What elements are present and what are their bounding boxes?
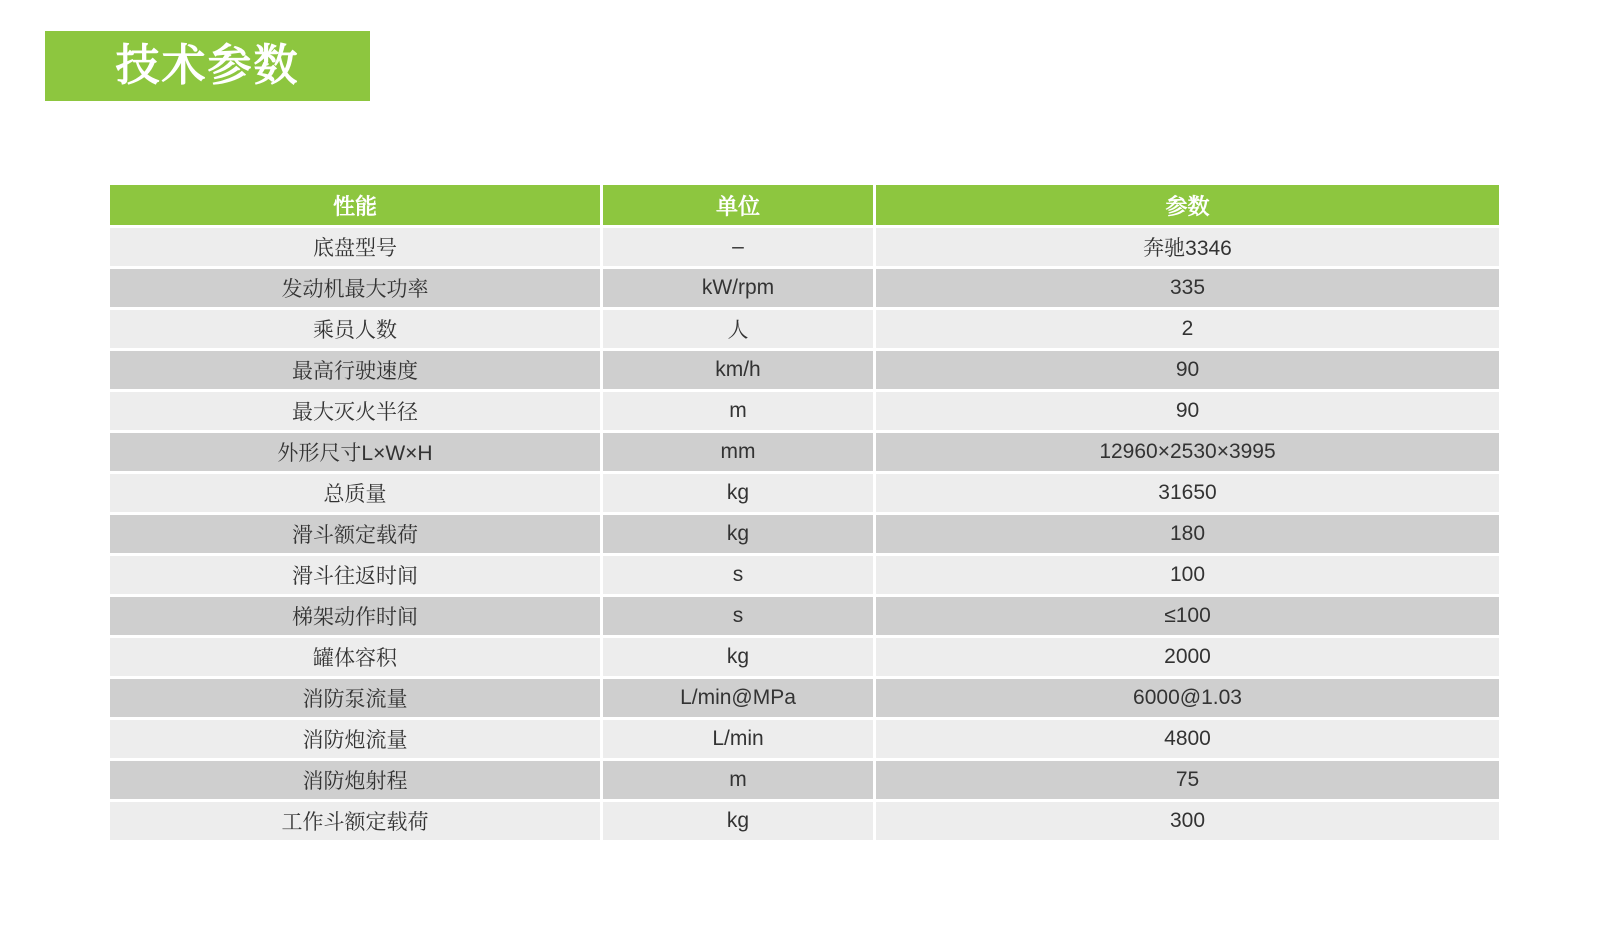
table-row: [110, 679, 1499, 717]
cell-unit: mm: [603, 433, 873, 471]
page-title: 技术参数: [115, 41, 300, 90]
page-title-banner: [45, 31, 370, 101]
cell-unit: m: [603, 761, 873, 799]
cell-unit: m: [603, 392, 873, 430]
cell-value: 335: [876, 269, 1499, 307]
cell-performance: 消防泵流量: [110, 679, 600, 717]
column-header-value: 参数: [876, 185, 1499, 225]
cell-value: 6000@1.03: [876, 679, 1499, 717]
cell-performance: 梯架动作时间: [110, 597, 600, 635]
cell-performance: 发动机最大功率: [110, 269, 600, 307]
cell-performance: 外形尺寸L×W×H: [110, 433, 600, 471]
cell-value: 100: [876, 556, 1499, 594]
column-header-performance: 性能: [110, 185, 600, 225]
cell-unit: kW/rpm: [603, 269, 873, 307]
cell-performance: 最高行驶速度: [110, 351, 600, 389]
cell-performance: 滑斗往返时间: [110, 556, 600, 594]
cell-unit: L/min: [603, 720, 873, 758]
cell-unit: kg: [603, 638, 873, 676]
cell-unit: kg: [603, 515, 873, 553]
table-row: [110, 802, 1499, 840]
column-header-unit: 单位: [603, 185, 873, 225]
table-row: [110, 228, 1499, 266]
cell-value: 4800: [876, 720, 1499, 758]
cell-performance: 工作斗额定载荷: [110, 802, 600, 840]
table-row: [110, 556, 1499, 594]
cell-unit: s: [603, 597, 873, 635]
table-body: [110, 228, 1499, 840]
cell-value: 2: [876, 310, 1499, 348]
table-row: [110, 310, 1499, 348]
cell-value: 奔驰3346: [876, 228, 1499, 266]
cell-value: 75: [876, 761, 1499, 799]
cell-unit: s: [603, 556, 873, 594]
table-row: [110, 638, 1499, 676]
table-row: [110, 761, 1499, 799]
table-row: [110, 392, 1499, 430]
cell-unit: kg: [603, 474, 873, 512]
cell-performance: 罐体容积: [110, 638, 600, 676]
cell-performance: 底盘型号: [110, 228, 600, 266]
table-row: [110, 351, 1499, 389]
cell-unit: km/h: [603, 351, 873, 389]
cell-unit: L/min@MPa: [603, 679, 873, 717]
table-row: [110, 269, 1499, 307]
table-row: [110, 433, 1499, 471]
technical-parameters-table: [107, 182, 1502, 843]
cell-value: 180: [876, 515, 1499, 553]
cell-performance: 总质量: [110, 474, 600, 512]
cell-performance: 消防炮射程: [110, 761, 600, 799]
cell-value: ≤100: [876, 597, 1499, 635]
cell-performance: 滑斗额定载荷: [110, 515, 600, 553]
cell-value: 90: [876, 351, 1499, 389]
table-row: [110, 720, 1499, 758]
cell-value: 31650: [876, 474, 1499, 512]
cell-value: 12960×2530×3995: [876, 433, 1499, 471]
cell-value: 90: [876, 392, 1499, 430]
cell-value: 2000: [876, 638, 1499, 676]
cell-unit: 人: [603, 310, 873, 348]
cell-performance: 最大灭火半径: [110, 392, 600, 430]
cell-unit: –: [603, 228, 873, 266]
cell-unit: kg: [603, 802, 873, 840]
cell-performance: 消防炮流量: [110, 720, 600, 758]
table-row: [110, 515, 1499, 553]
table-header-row: [110, 185, 1499, 225]
table-row: [110, 597, 1499, 635]
cell-value: 300: [876, 802, 1499, 840]
table-row: [110, 474, 1499, 512]
table-header: [110, 185, 1499, 225]
cell-performance: 乘员人数: [110, 310, 600, 348]
